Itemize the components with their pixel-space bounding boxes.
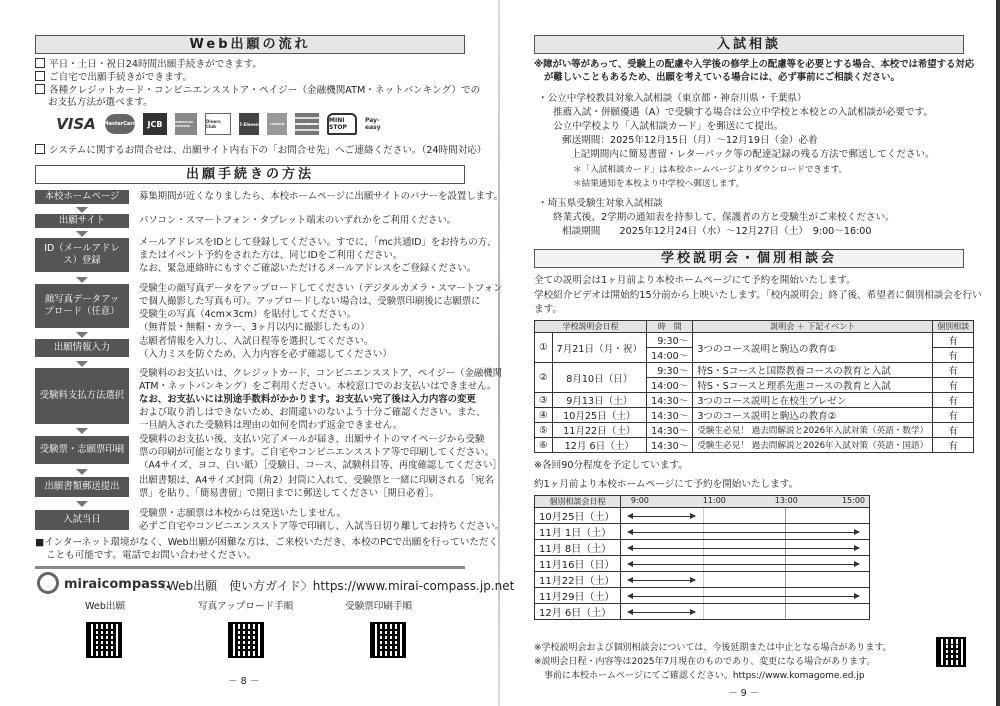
- step-payment: 受験料支払方法選択: [35, 368, 129, 424]
- step-photo-upload: 顔写真データアップロード（任意）: [35, 284, 129, 328]
- col-header: 時 間: [647, 321, 693, 333]
- saitama-period: 相談期間 2025年12月24日（水）～12月27日（土） 9:00～16:00: [562, 226, 872, 237]
- step-desc: 募集期間が近くなりましたら、本校ホームページに出願サイトのバナーを設置します。: [139, 191, 504, 202]
- lawson-logo: LAWSON: [267, 113, 287, 135]
- footnote: ※説明会日程・内容等は2025年7月現在のものであり、変更になる場合があります。: [534, 657, 876, 667]
- qr-code-icon[interactable]: [86, 622, 122, 658]
- seven-eleven-logo: 7-Eleven: [239, 113, 259, 135]
- session-note: ※各回90分程度を予定しています。: [534, 460, 688, 471]
- time-range-arrow: [628, 580, 695, 581]
- visa-logo: VISA: [56, 115, 96, 133]
- step-desc: 出願書類は、A4サイズ封筒（角2）封筒に入れて、受験票と一緒に印刷される「宛名 票」を貼り、「簡易書留」で期日までに郵送してください［期日必着］。: [139, 475, 494, 499]
- step-desc: 受験料のお支払い後、支払い完了メールが届き、出願サイトのマイページから受験 票の印刷が可能となります。ご自宅やコンビニエンスストア等で印刷してください。 （A4サイズ、ヨコ、白い紙）［受験日、コース、試験科目等、再度確認してください］: [139, 434, 502, 471]
- table-row: ④ 10月25日（土） 14:30～ 3つのコース説明と駒込の教育② 有: [535, 408, 974, 423]
- qr-label: 写真アップロード手順: [198, 601, 294, 612]
- arrow-down-icon: [76, 501, 88, 507]
- individual-intro: 約1ヶ月前より本校ホームページにて予約を開始いたします。: [534, 479, 799, 490]
- flow-item: 各種クレジットカード・コンビニエンスストア・ペイジー（金融機関ATM・ネットバンキング）での: [35, 84, 480, 97]
- session-intro: 全ての説明会は1ヶ月前より本校ホームページにて予約を開始いたします。: [534, 275, 856, 286]
- public-line: 推薦入試・併願優遇（A）で受験する場合は公立中学校と本校との入試相談が必要です。: [553, 107, 933, 118]
- saitama-line: 終業式後、2学期の通知表を持参して、保護者の方と受験生がご来校ください。: [553, 212, 895, 223]
- public-line: 上記期間内に簡易書留・レターパック等の配達記録の残る方法で郵送してください。: [571, 149, 935, 160]
- step-desc: 受験生の顔写真データをアップロードしてください（デジタルカメラ・スマートフォン で個人撮影した写真も可）。アップロードしない場合は、受験票印刷後に志願票に 受験生の写真（4cm×3cm）を貼付してください。 （無背景・無帽・カラー、3ヶ月以内に撮影したもの）: [139, 283, 503, 333]
- schedule-row: [535, 572, 870, 588]
- col-header: 学校説明会日程: [535, 321, 647, 333]
- schedule-date: 12月 6日（土）: [535, 604, 621, 620]
- time-tick: 9:00: [630, 496, 649, 505]
- payment-logos: [55, 113, 393, 135]
- time-range-arrow: [628, 612, 695, 613]
- session-intro: 学校紹介ビデオは開始約15分前から上映いたします。「校内説明会」終了後、希望者に個別相談会を行い: [534, 290, 982, 301]
- table-row: ⑤ 11月22日（土） 14:30～ 受験生必見！ 過去問解説と2026年入試対策（英語・数学） 有: [535, 423, 974, 438]
- session-table: [534, 320, 974, 453]
- schedule-date: 11月16日（日）: [535, 556, 621, 572]
- time-tick: 11:00: [702, 496, 726, 505]
- flow-item: 平日・土日・祝日24時間出願手続きができます。: [35, 58, 262, 71]
- time-axis: [621, 496, 870, 508]
- separator: [35, 566, 465, 569]
- col-header: 個別相談: [933, 321, 974, 333]
- schedule-date: 11月29日（土）: [535, 588, 621, 604]
- schedule-row: [535, 556, 870, 572]
- payeasy-logo: Pay-easy: [365, 117, 381, 131]
- arrow-down-icon: [76, 469, 88, 475]
- qr-code-icon[interactable]: [370, 622, 406, 658]
- page-number: － 8 －: [228, 676, 260, 687]
- footnote-link[interactable]: 事前に本校ホームページにてご確認ください。https://www.komagome.ed.jp: [544, 671, 865, 681]
- arrow-down-icon: [76, 277, 88, 283]
- step-mail: 出願書類郵送提出: [35, 477, 129, 497]
- flow-title: Web出願の流れ: [35, 35, 465, 54]
- notice: ■インターネット環境がなく、Web出願が困難な方は、ご来校いただき、本校のPCで出願を行っていただく: [35, 537, 499, 548]
- step-site: 出願サイト: [35, 214, 129, 228]
- schedule-date: 11月22日（土）: [535, 572, 621, 588]
- schedule-row: [535, 540, 870, 556]
- step-desc: メールアドレスをIDとして登録してください。すでに、「mc共通ID」をお持ちの方、 またはイベント予約をされた方は、同じIDをご利用ください。 なお、緊急連絡時にもすぐご確認いただけるメールアドレスをご登録ください。: [139, 237, 497, 274]
- diners-logo: Diners Club: [205, 113, 231, 135]
- public-line: 公立中学校より「入試相談カード」を郵送にて提出。: [553, 121, 784, 132]
- consult-note: ※障がい等があって、受験上の配慮や入学後の修学上の配慮等を必要とする場合、本校では希望する対応: [534, 59, 975, 70]
- public-note: ＊「入試相談カード」は本校ホームページよりダウンロードできます。: [573, 165, 848, 175]
- session-intro: ます。: [534, 304, 563, 315]
- qr-code-icon[interactable]: [228, 622, 264, 658]
- guide-link[interactable]: 〈Web出願 使い方ガイド〉https://www.mirai-compass.jp.net: [155, 579, 515, 593]
- table-row: ① 7月21日（月・祝） 9:30～ 3つのコース説明と駒込の教育① 有: [535, 333, 974, 348]
- schedule-date: 11月 1日（土）: [535, 524, 621, 540]
- time-range-arrow: [628, 516, 695, 517]
- step-print: 受験票・志願票印刷: [35, 436, 129, 464]
- time-range-arrow: [628, 564, 859, 565]
- schedule-date: 10月25日（土）: [535, 508, 621, 524]
- step-desc: パソコン・スマートフォン・タブレット端末のいずれかをご利用ください。: [139, 215, 457, 226]
- session-title: 学校説明会・個別相談会: [534, 249, 964, 268]
- ministop-logo: MINI STOP: [327, 113, 357, 135]
- mastercard-logo: MasterCard: [105, 114, 135, 134]
- step-exam-day: 入試当日: [35, 510, 129, 530]
- consult-title: 入試相談: [534, 35, 964, 54]
- step-id-register: ID（メールアドレス）登録: [35, 238, 129, 272]
- arrow-down-icon: [76, 207, 88, 213]
- time-range-arrow: [628, 532, 859, 533]
- jcb-logo: JCB: [143, 113, 167, 135]
- contact-note: システムに関するお問合せは、出願サイト内右下の「お問合せ先」へご連絡ください。（24時間対応）: [35, 144, 487, 157]
- method-title: 出願手続きの方法: [35, 165, 465, 184]
- page-number: － 9 －: [728, 688, 760, 699]
- qr-label: Web出願: [85, 601, 126, 612]
- table-row: ② 8月10日（日） 9:30～ 特S・Sコースと国際教養コースの教育と入試 有: [535, 363, 974, 378]
- time-range-arrow: [628, 548, 859, 549]
- step-info-input: 出願情報入力: [35, 339, 129, 357]
- public-heading: ・公立中学校教員対象入試相談（東京都・神奈川県・千葉県）: [538, 93, 807, 104]
- qr-label: 受験票印刷手順: [345, 601, 413, 612]
- step-desc: 受験票・志願票は本校からは発送いたしません。 必ずご自宅やコンビニエンスストア等で印刷し、入試当日切り離してお持ちください。: [139, 508, 505, 532]
- notice-cont: ことも可能です。電話でお問い合わせください。: [46, 550, 257, 561]
- schedule-row: [535, 588, 870, 604]
- flow-item-cont: お支払方法が選べます。: [48, 97, 153, 108]
- arrow-down-icon: [76, 231, 88, 237]
- time-tick: 13:00: [774, 496, 798, 505]
- saitama-heading: ・埼玉県受験生対象入試相談: [538, 198, 663, 209]
- schedule-row: [535, 508, 870, 524]
- table-row: ⑥ 12月 6日（土） 14:30～ 受験生必見！ 過去問解説と2026年入試対策（英語・国語） 有: [535, 438, 974, 453]
- public-note: ＊結果通知を本校より中学校へ郵送します。: [573, 179, 745, 189]
- page-9: [500, 0, 1000, 706]
- compass-icon: [37, 572, 59, 594]
- arrow-down-icon: [76, 332, 88, 338]
- time-tick: 15:00: [841, 496, 865, 505]
- step-desc: 受験料のお支払いは、クレジットカード、コンビニエンスストア、ペイジー（金融機関 ATM・ネットバンキング）をご利用ください。本校窓口でのお支払いはできません。 なお、お支払いには別途手数料がかかります。お支払い完了後は入力内容の変更 および取り消しはできないため、お間違いのないよう十分ご確認ください。また、 一旦納入された受験料は理由の如何を問わず返金できません。: [139, 368, 502, 431]
- step-homepage: 本校ホームページ: [35, 190, 129, 204]
- flow-item: ご自宅で出願手続きができます。: [35, 71, 192, 84]
- mail-period: 郵送期間：2025年12月15日（月）～12月19日（金）必着: [562, 135, 818, 146]
- table-row: 14:00～ 有: [535, 348, 974, 363]
- col-header: 説明会 ＋ 下記イベント: [693, 321, 933, 333]
- familymart-logo: FamilyMart: [295, 113, 319, 135]
- col-header: 個別相談会日程: [535, 496, 621, 508]
- amex-logo: AMERICAN EXPRESS: [175, 113, 197, 135]
- step-desc: 志願者情報を入力し、入試日程等を選択してください。 （入力ミスを防ぐため、入力内容を必ず確認してください）: [139, 336, 392, 360]
- arrow-down-icon: [76, 361, 88, 367]
- time-range-arrow: [628, 596, 859, 597]
- consult-note-cont: が難しいこともあるため、出願を考えている場合には、必ず事前にご相談ください。: [544, 72, 900, 83]
- schedule-row: [535, 524, 870, 540]
- schedule-date: 11月 8日（土）: [535, 540, 621, 556]
- schedule-row: [535, 604, 870, 620]
- table-row: 14:00～ 特S・Sコースと理系先進コースの教育と入試 有: [535, 378, 974, 393]
- footnote: ※学校説明会および個別相談会については、今後延期または中止となる場合があります。: [534, 643, 892, 653]
- brand-logo: miraicompass.: [64, 577, 171, 592]
- arrow-down-icon: [76, 428, 88, 434]
- table-row: ③ 9月13日（土） 14:30～ 3つのコース説明と在校生プレゼン 有: [535, 393, 974, 408]
- qr-code-icon[interactable]: [936, 637, 966, 667]
- individual-schedule: [534, 495, 870, 620]
